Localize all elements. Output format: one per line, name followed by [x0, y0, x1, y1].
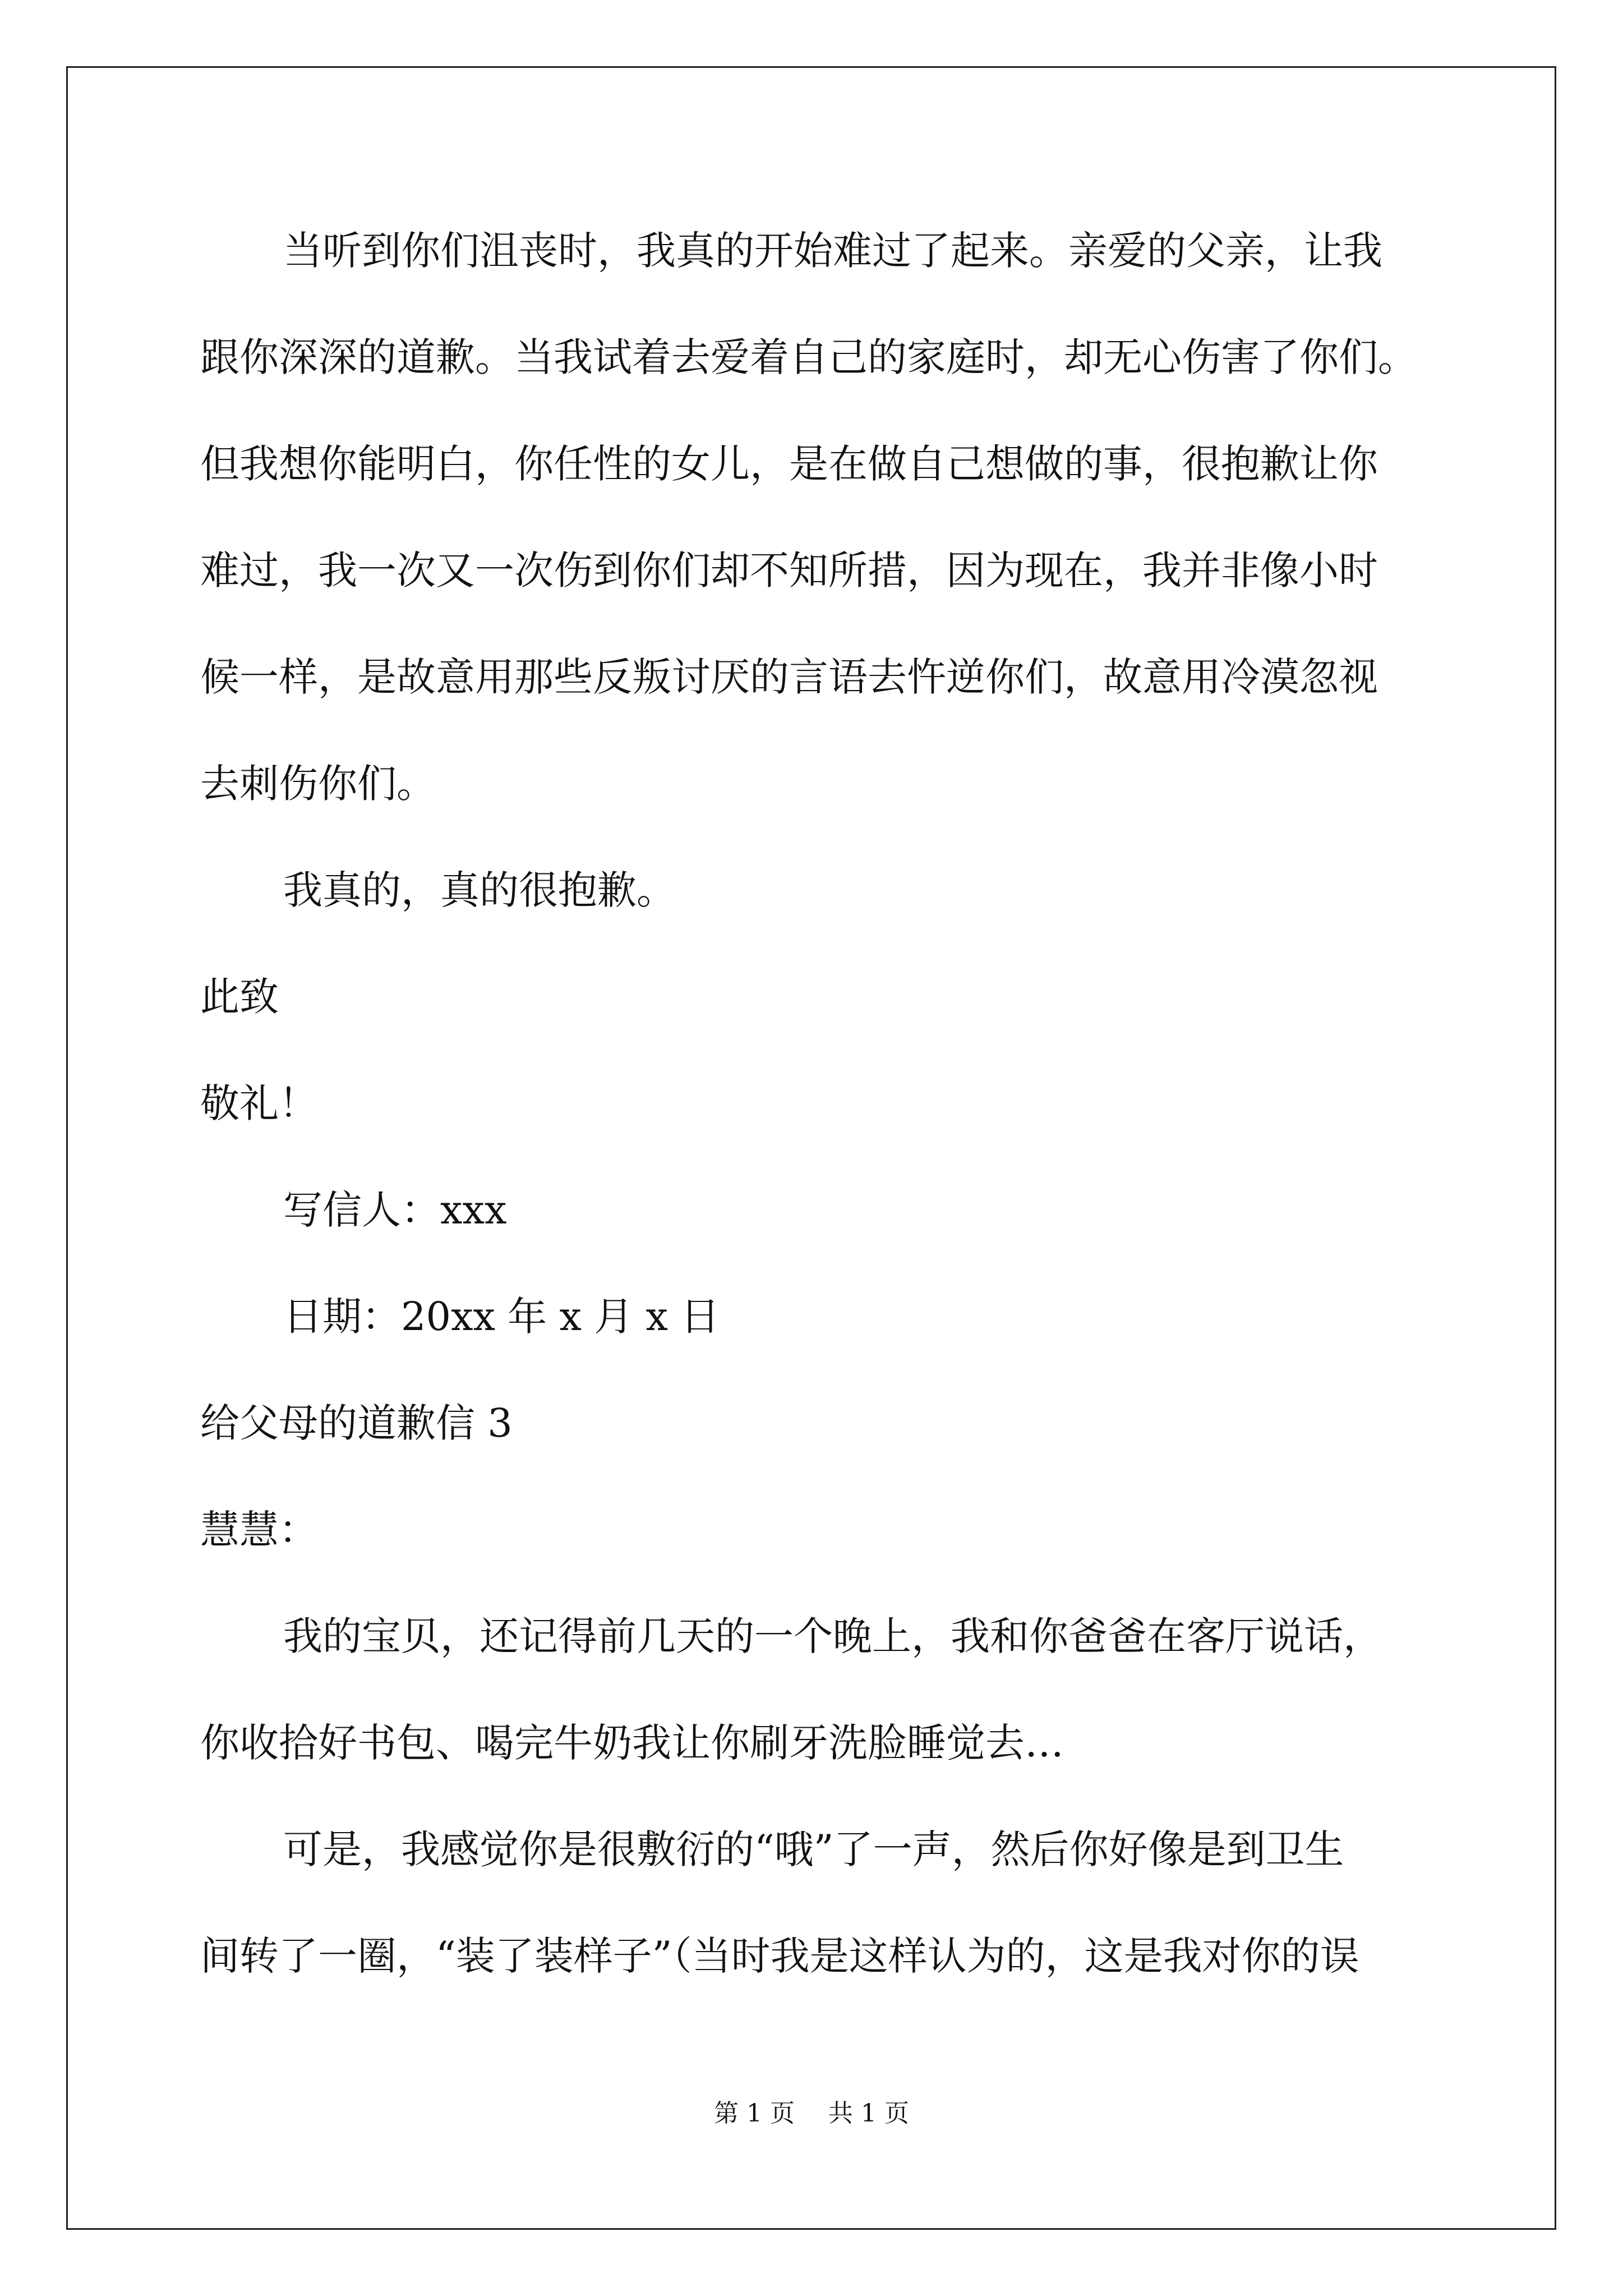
- paragraph-line: 但我想你能明白，你任性的女儿，是在做自己想做的事，很抱歉让你: [200, 441, 1378, 487]
- paragraph-line: 候一样，是故意用那些反叛讨厌的言语去忤逆你们，故意用冷漠忽视: [200, 654, 1378, 700]
- page-number: 第 1 页: [714, 2099, 795, 2128]
- paragraph-line: 难过，我一次又一次伤到你们却不知所措，因为现在，我并非像小时: [200, 547, 1378, 593]
- salutation-line: 敬礼！: [200, 1080, 318, 1126]
- date-line: 日期：20xx 年 x 月 x 日: [283, 1294, 720, 1340]
- page-border: [66, 66, 1556, 2230]
- paragraph-line: 可是，我感觉你是很敷衍的“哦”了一声，然后你好像是到卫生: [283, 1826, 1344, 1872]
- closing-line: 此致: [200, 974, 279, 1020]
- paragraph-line: 我的宝贝，还记得前几天的一个晚上，我和你爸爸在客厅说话，: [283, 1613, 1382, 1659]
- page-footer: [0, 2097, 1623, 2131]
- paragraph-line: 去刺伤你们。: [200, 761, 436, 807]
- signature-line: 写信人：xxx: [283, 1187, 507, 1233]
- paragraph-line: 间转了一圈，“装了装样子”（当时我是这样认为的，这是我对你的误: [200, 1933, 1359, 1979]
- page-total: 共 1 页: [828, 2099, 909, 2128]
- section-title: 给父母的道歉信 3: [200, 1400, 513, 1446]
- greeting-line: 慧慧：: [200, 1507, 318, 1553]
- paragraph-line: 跟你深深的道歉。当我试着去爱着自己的家庭时，却无心伤害了你们。: [200, 334, 1417, 380]
- paragraph-line: 我真的，真的很抱歉。: [283, 867, 676, 913]
- paragraph-line: 你收拾好书包、喝完牛奶我让你刷牙洗脸睡觉去…: [200, 1720, 1064, 1766]
- paragraph-line: 当听到你们沮丧时，我真的开始难过了起来。亲爱的父亲，让我: [283, 228, 1382, 274]
